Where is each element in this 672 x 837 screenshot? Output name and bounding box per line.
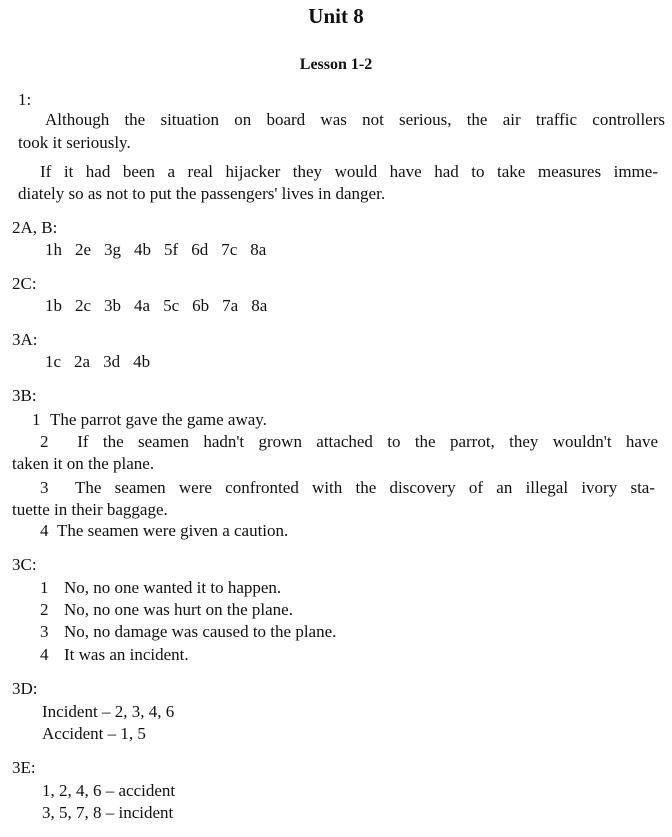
ex1-p2-line1: If it had been a real hijacker they would have had to take measures imme- [40,162,658,181]
item-number: 2 [40,432,49,451]
answer: 2a [74,352,91,371]
ex1-p1-line2: took it seriously. [18,133,131,152]
answer: 2c [75,296,92,315]
ex3e-label: 3E: [12,758,36,777]
item-number: 3 [40,622,49,641]
ex3a-answers [45,352,163,372]
answer: 6b [192,296,210,315]
ex3b-item-1 [32,410,267,430]
ex3c-item-2 [40,600,293,620]
item-text: No, no one was hurt on the plane. [64,600,293,619]
ex3b-item-3 [40,478,655,498]
ex3d-line-2: Accident – 1, 5 [42,724,146,743]
answer: 1c [45,352,62,371]
answer: 4b [133,352,151,371]
ex3e-line-1: 1, 2, 4, 6 – accident [42,781,176,800]
ex3e-line-2: 3, 5, 7, 8 – incident [42,803,174,822]
item-text: The parrot gave the game away. [49,410,267,429]
ex1-p2-line2: diately so as not to put the passengers' lives in danger. [18,184,386,203]
answer: 7a [222,296,239,315]
answer: 2e [75,240,92,259]
item-text: The seamen were given a caution. [57,521,289,540]
item-number: 2 [40,600,49,619]
ex3a-label: 3A: [12,330,38,349]
ex2ab-label: 2A, B: [12,218,58,237]
answer: 4a [134,296,151,315]
answer: 6d [191,240,209,259]
answer: 4b [134,240,152,259]
ex3c-label: 3C: [12,555,37,574]
answer: 5f [164,240,179,259]
ex3c-item-4 [40,645,189,665]
answer: 8a [251,296,268,315]
item-text: The seamen were confronted with the discovery of an illegal ivory sta- [75,478,655,497]
ex3b-item-2-cont: taken it on the plane. [12,454,155,473]
ex3c-item-1 [40,578,281,598]
ex3b-label: 3B: [12,386,37,405]
ex2c-label: 2C: [12,274,37,293]
item-number: 4 [40,521,49,540]
ex2c-answers [45,296,280,316]
ex3b-item-3-cont: tuette in their baggage. [12,500,168,519]
ex3d-line-1: Incident – 2, 3, 4, 6 [42,702,175,721]
item-number: 1 [40,578,49,597]
answer: 5c [163,296,180,315]
lesson-title: Lesson 1-2 [299,56,373,73]
answer: 1b [45,296,62,315]
item-text: No, no damage was caused to the plane. [64,622,337,641]
item-number: 4 [40,645,49,664]
ex3b-item-2 [40,432,658,452]
item-text: It was an incident. [64,645,189,664]
answer: 1h [45,240,62,259]
ex3b-item-4 [40,521,288,541]
ex3d-label: 3D: [12,679,38,698]
answer: 8a [250,240,267,259]
answer: 3b [104,296,122,315]
item-number: 1 [32,410,41,429]
answer: 7c [221,240,238,259]
answer: 3d [103,352,121,371]
unit-title: Unit 8 [308,4,364,28]
answer: 3g [104,240,122,259]
item-text: No, no one wanted it to happen. [64,578,282,597]
ex1-p1-line1: Although the situation on board was not serious, the air traffic controllers [45,110,665,129]
item-number: 3 [40,478,49,497]
item-text: If the seamen hadn't grown attached to the parrot, they wouldn't have [77,432,658,451]
ex3c-item-3 [40,622,336,642]
ex1-label: 1: [18,90,32,109]
ex2ab-answers [45,240,279,260]
